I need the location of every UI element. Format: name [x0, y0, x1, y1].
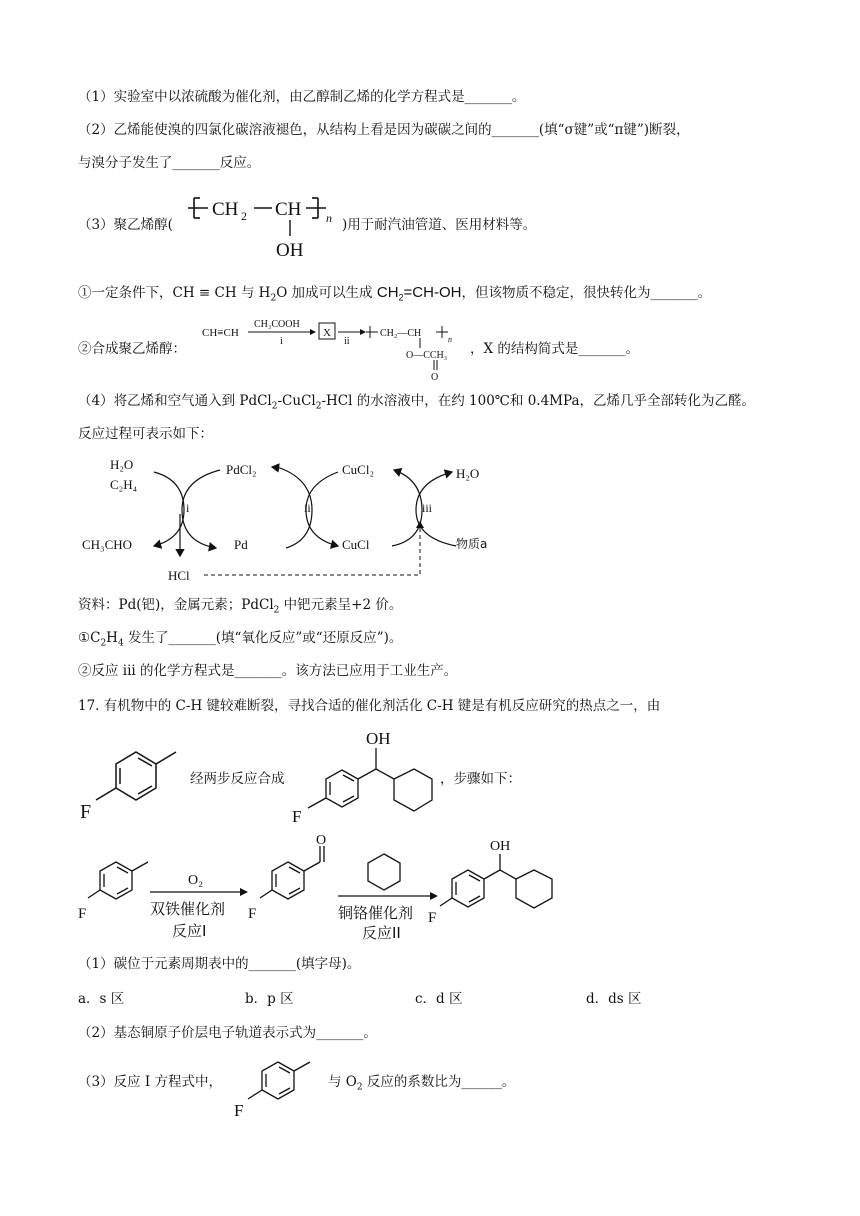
pd-label: Pd	[234, 537, 248, 552]
pva-synthesis-scheme	[198, 316, 478, 386]
pdcl2-label: PdCl₂	[226, 462, 257, 477]
fluorine-label-2: F	[292, 807, 302, 826]
o2-label: O₂	[188, 873, 203, 888]
q16-part4-line2: 反应过程可表示如下：	[78, 426, 213, 442]
water-in-label: H₂O	[110, 457, 134, 472]
option-d: d．ds 区	[586, 991, 642, 1007]
q17-part1: （1）碳位于元素周期表中的_______(填字母)。	[78, 956, 361, 972]
q17-part3-suffix: 与 $O_2$ 反应的系数比为______。	[328, 1074, 516, 1093]
pva-ch2: CH	[212, 199, 239, 220]
water-out-label: H₂O	[456, 466, 480, 481]
q17-end-text: ，步骤如下：	[440, 771, 521, 787]
x-label: X	[323, 327, 331, 339]
product-oh-label: OH	[490, 839, 511, 854]
svg-text:F: F	[234, 1101, 244, 1120]
carbonyl-o: O	[431, 372, 439, 383]
step-ii-right-curve	[306, 472, 338, 546]
4-fluorotoluene-structure	[76, 722, 206, 822]
catalytic-cycle-diagram	[76, 450, 506, 590]
substance-a-label: 物质a	[456, 537, 488, 551]
cucl-label: CuCl	[342, 537, 370, 552]
polymer-unit: CH₂—CH	[380, 328, 422, 339]
option-b: b．p 区	[245, 991, 294, 1007]
q16-part3-1: ①一定条件下，CH ≡ CH 与 $H_2O$ 加成可以生成 $CH_2=CH-OH$，但该物质不稳定，很快转化为_______。	[78, 284, 712, 304]
ester-group: O—CCH₃	[406, 350, 448, 361]
q16-part3-2-suffix: ，X 的结构简式是_______。	[470, 341, 640, 357]
q16-part3-suffix: )用于耐汽油管道、医用材料等。	[342, 217, 537, 233]
oh-label: OH	[366, 729, 391, 748]
note-pd: 资料：Pd(钯)，金属元素；PdCl$_2$ 中钯元素呈+2 价。	[78, 597, 403, 616]
cucl2-label: CuCl₂	[342, 462, 374, 477]
reaction-1-label: 反应I	[172, 922, 207, 940]
pva-n: n	[326, 211, 332, 225]
target-alcohol-structure	[286, 724, 446, 830]
svg-text:F: F	[78, 906, 87, 922]
q16-part2-line1: （2）乙烯能使溴的四氯化碳溶液褪色，从结构上看是因为碳碳之间的_______(填“σ键”或“π键”)断裂，	[78, 122, 690, 138]
ethylene-label: C₂H₄	[110, 477, 138, 492]
q16-part1: （1）实验室中以浓硫酸为催化剂，由乙醇制乙烯的化学方程式是_______。	[78, 89, 526, 105]
pva-ch: CH	[275, 199, 302, 220]
aldehyde-o-label: O	[316, 833, 327, 848]
q16-part4-line1: （4）将乙烯和空气通入到 PdCl$_2$-CuCl$_2$-HCl 的水溶液中，在约 100℃和 0.4MPa，乙烯几乎全部转化为乙醛。	[78, 393, 756, 412]
q16-part2-line2: 与溴分子发生了_______反应。	[78, 155, 261, 171]
step-ii-label: ii	[344, 336, 350, 347]
q17-reaction-scheme	[76, 832, 596, 944]
step-i-label: i	[186, 501, 190, 515]
q17-part3-fluorotoluene	[228, 1042, 328, 1120]
acetylene-label: CH≡CH	[202, 327, 239, 339]
svg-text:F: F	[248, 906, 257, 922]
q16-part3-prefix: （3）聚乙烯醇(	[78, 217, 173, 233]
catalyst-2-label: 铜铬催化剂	[338, 904, 414, 922]
pva-structure	[186, 190, 346, 262]
q16-part3-2-prefix: ②合成聚乙烯醇：	[78, 341, 186, 357]
step-iii-label: iii	[422, 501, 433, 515]
catalyst-1-label: 双铁催化剂	[150, 900, 226, 918]
reaction-2-label: 反应II	[362, 924, 401, 942]
option-a: a．s 区	[78, 991, 125, 1007]
acetic-acid-label: CH₃COOH	[254, 319, 300, 330]
step-iii-left-curve	[392, 470, 422, 546]
q16-part4-2: ②反应 iii 的化学方程式是_______。该方法已应用于工业生产。	[78, 663, 458, 679]
cyclohexane-reagent	[368, 854, 400, 890]
polymer-n: n	[448, 335, 452, 344]
svg-text:F: F	[428, 910, 437, 926]
q16-part4-1: $①C_2H_4$ 发生了_______(填“氧化反应”或“还原反应”)。	[78, 630, 403, 649]
fluorine-label: F	[80, 801, 92, 822]
pva-ch2-sub: 2	[241, 209, 247, 223]
q17-mid-text: 经两步反应合成	[190, 771, 285, 787]
acetaldehyde-label: CH₃CHO	[82, 537, 133, 552]
q17-part2: （2）基态铜原子价层电子轨道表示式为_______。	[78, 1025, 377, 1041]
step-ii-label: ii	[304, 501, 311, 515]
q17-part3-prefix: （3）反应 I 方程式中，	[78, 1074, 223, 1090]
hcl-label: HCl	[168, 568, 190, 583]
option-c: c．d 区	[415, 991, 463, 1007]
q17-intro: 17. 有机物中的 C-H 键较难断裂，寻找合适的催化剂活化 C-H 键是有机反应研究的热点之一，由	[78, 698, 661, 714]
step-i-label: i	[280, 336, 283, 347]
pva-oh: OH	[276, 240, 304, 261]
